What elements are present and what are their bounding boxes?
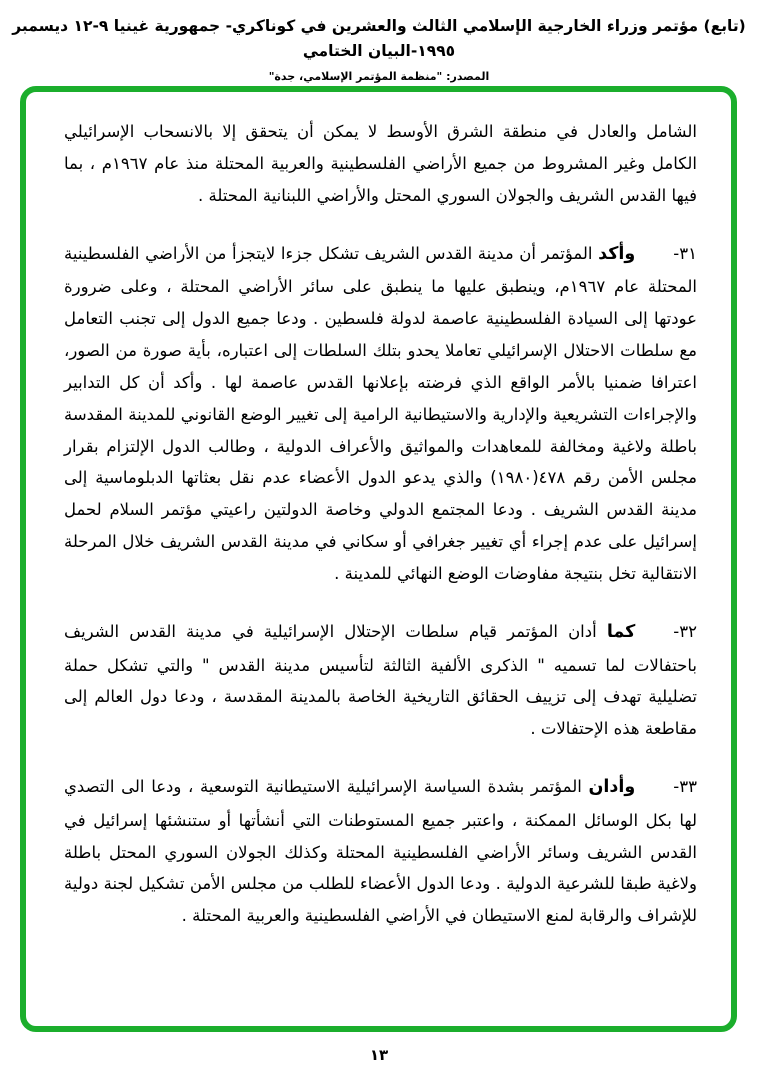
paragraph-lead-word: وأدان	[588, 777, 636, 798]
paragraph-lead-word: كما	[606, 621, 636, 642]
paragraph-text: الشامل والعادل في منطقة الشرق الأوسط لا يمكن أن يتحقق إلا بالانسحاب الإسرائيلي الكامل وغير المشروط من جميع الأراضي الفلسطينية والعربية المحتلة منذ عام ١٩٦٧م ، بما فيها القدس الشريف والجولان السوري المحتل والأراضي اللبنانية المحتلة .	[64, 122, 697, 205]
green-border-frame	[20, 86, 737, 1032]
paragraph-number: ٣٣-	[673, 777, 697, 797]
document-source: المصدر: "منظمة المؤتمر الإسلامي، جدة"	[268, 69, 490, 83]
document-title: (تابع) مؤتمر وزراء الخارجية الإسلامي الثالث والعشرين في كوناكري- جمهورية غينيا ٩-١٢ ديسمبر ١٩٩٥-البيان الختامي	[12, 17, 746, 60]
paragraph-continuation	[64, 116, 697, 212]
paragraph-text: المؤتمر بشدة السياسة الإسرائيلية الاستيطانية التوسعية ، ودعا الى التصدي لها بكل الوسائل الممكنة ، واعتبر جميع المستوطنات التي أنشأتها أو ستنشئها إسرائيل في القدس الشريف وسائر الأراضي الفلسطينية المحتلة وكذلك الجولان السوري المحتل باطلة ولاغية طبقا للشرعية الدولية . ودعا الدول الأعضاء للطلب من مجلس الأمن تشكيل لجنة دولية للإشراف والرقابة لمنع الاستيطان في الأراضي الفلسطينية والعربية المحتلة .	[64, 777, 697, 926]
page-footer	[0, 1045, 758, 1064]
paragraph-number: ٣١-	[673, 243, 697, 263]
paragraph-text: أدان المؤتمر قيام سلطات الإحتلال الإسرائيلية في مدينة القدس الشريف باحتفالات لما تسميه " الذكرى الألفية الثالثة لتأسيس مدينة القدس " والتي تشكل حملة تضليلية تهدف إلى تزييف الحقائق التاريخية الخاصة بالمدينة المقدسة ، ودعا دول العالم إلى مقاطعة هذه الإحتفالات .	[64, 621, 697, 739]
paragraph-text: المؤتمر أن مدينة القدس الشريف تشكل جزءا لايتجزأ من الأراضي الفلسطينية المحتلة عام ١٩٦٧م، وينطبق عليها ما ينطبق على سائر الأراضي المحتلة ، وعلى ضرورة عودتها إلى السيادة الفلسطينية عاصمة لدولة فلسطين . ودعا جميع الدول إلى تجنب التعامل مع سلطات الاحتلال الإسرائيلي تعاملا يحدو بتلك السلطات إلى اعتباره، بأية صورة من الصور، اعترافا ضمنيا بالأمر الواقع الذي فرضته بإعلانها القدس عاصمة لها . وأكد أن كل التدابير والإجراءات التشريعية والإدارية والاستيطانية الرامية إلى تغيير الوضع القانوني للمدينة المقدسة باطلة ولاغية ومخالفة للمعاهدات والمواثيق والأعراف الدولية ، وطالب الدول الإلتزام بقرار مجلس الأمن رقم ٤٧٨(١٩٨٠) والذي يدعو الدول الأعضاء عدم نقل بعثاتها الدبلوماسية إلى مدينة القدس الشريف . ودعا المجتمع الدولي وخاصة الدولتين راعيتي مؤتمر السلام لحمل إسرائيل على عدم إجراء أي تغيير جغرافي أو سكاني في مدينة القدس الشريف خلال المرحلة الانتقالية تخل بنتيجة مفاوضات الوضع النهائي للمدينة .	[64, 243, 697, 583]
paragraph-33	[64, 771, 697, 932]
paragraph-32	[64, 616, 697, 745]
paragraph-number: ٣٢-	[673, 621, 697, 641]
page-header	[0, 14, 758, 83]
page-number: ١٣	[369, 1046, 389, 1064]
document-body	[26, 92, 731, 952]
paragraph-31	[64, 238, 697, 590]
paragraph-lead-word: وأكد	[598, 243, 636, 264]
